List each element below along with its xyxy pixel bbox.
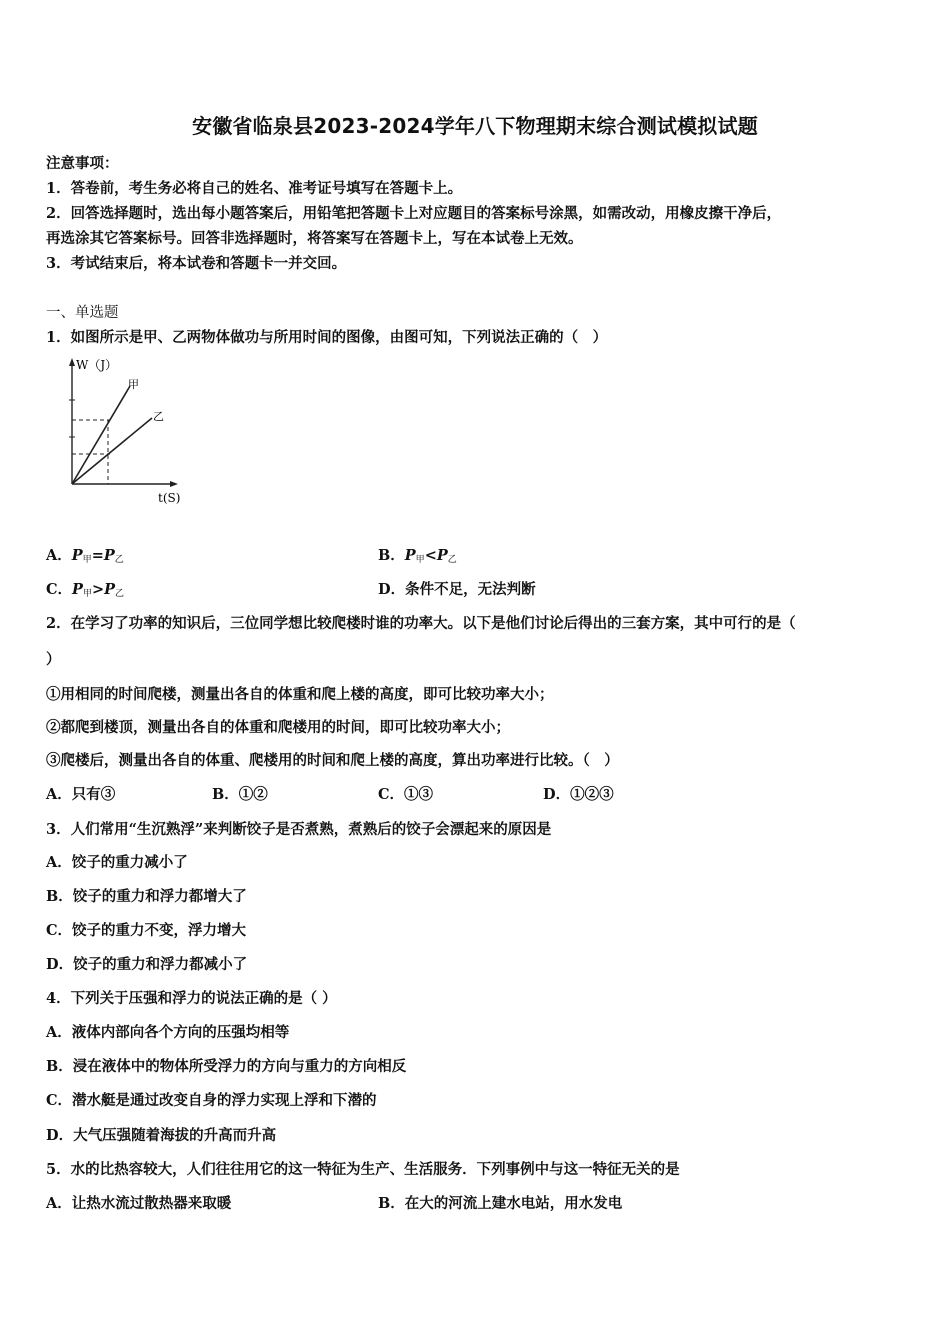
x-axis-arrow bbox=[170, 481, 178, 487]
q3-option: D．饺子的重力和浮力都减小了 bbox=[46, 956, 248, 973]
q3-option: C．饺子的重力不变，浮力增大 bbox=[46, 922, 247, 939]
q2-option-b: B．①② bbox=[212, 786, 268, 803]
q5-option-b: B．在大的河流上建水电站，用水发电 bbox=[378, 1195, 623, 1212]
question-5-stem: 5．水的比热容较大，人们往往用它的这一特征为生产、生活服务．下列事例中与这一特征无关的是 bbox=[46, 1161, 680, 1178]
q5-option-a: A．让热水流过散热器来取暖 bbox=[46, 1195, 232, 1212]
q3-option: B．饺子的重力和浮力都增大了 bbox=[46, 888, 247, 905]
x-axis-label: t(S) bbox=[158, 491, 181, 505]
notice-item: 3．考试结束后，将本试卷和答题卡一并交回。 bbox=[46, 255, 347, 272]
question-2-stem-end: ） bbox=[46, 651, 61, 668]
y-axis-label: W（J） bbox=[76, 358, 118, 372]
line-yi bbox=[72, 418, 152, 484]
question-1-stem: 1．如图所示是甲、乙两物体做功与所用时间的图像，由图可知，下列说法正确的（ ） bbox=[46, 329, 608, 346]
q3-option: A．饺子的重力减小了 bbox=[46, 854, 188, 871]
q2-option-a: A．只有③ bbox=[46, 786, 116, 803]
question-4-stem: 4．下列关于压强和浮力的说法正确的是（ ） bbox=[46, 990, 337, 1007]
y-axis-arrow bbox=[69, 358, 75, 366]
question-2-stem: 2．在学习了功率的知识后，三位同学想比较爬楼时谁的功率大。以下是他们讨论后得出的三套方案，其中可行的是（ bbox=[46, 615, 796, 632]
q2-plan: ②都爬到楼顶，测量出各自的体重和爬楼用的时间，即可比较功率大小； bbox=[46, 719, 510, 736]
notice-item: 再选涂其它答案标号。回答非选择题时，将答案写在答题卡上，写在本试卷上无效。 bbox=[46, 230, 583, 247]
q1-option-c: C．$P_甲>P_乙$ bbox=[46, 581, 125, 599]
line-jia-label: 甲 bbox=[128, 378, 139, 391]
notice-item: 1．答卷前，考生务必将自己的姓名、准考证号填写在答题卡上。 bbox=[46, 180, 463, 197]
notice-heading: 注意事项： bbox=[46, 155, 119, 172]
q1-option-d: D．条件不足，无法判断 bbox=[378, 581, 536, 598]
q4-option: C．潜水艇是通过改变自身的浮力实现上浮和下潜的 bbox=[46, 1092, 377, 1109]
q4-option: A．液体内部向各个方向的压强均相等 bbox=[46, 1024, 290, 1041]
q2-plan: ①用相同的时间爬楼，测量出各自的体重和爬上楼的高度，即可比较功率大小； bbox=[46, 686, 554, 703]
q1-option-b: B．$P_甲<P_乙$ bbox=[378, 547, 457, 565]
page-title: 安徽省临泉县2023-2024学年八下物理期末综合测试模拟试题 bbox=[192, 114, 758, 138]
line-yi-label: 乙 bbox=[153, 410, 164, 423]
q2-option-d: D．①②③ bbox=[543, 786, 614, 803]
line-jia bbox=[72, 386, 130, 484]
notice-item: 2．回答选择题时，选出每小题答案后，用铅笔把答题卡上对应题目的答案标号涂黑，如需改动，用橡皮擦干净后， bbox=[46, 205, 782, 222]
q2-option-c: C．①③ bbox=[378, 786, 434, 803]
q4-option: B．浸在液体中的物体所受浮力的方向与重力的方向相反 bbox=[46, 1058, 407, 1075]
section-heading: 一、单选题 bbox=[46, 305, 119, 321]
q2-plan: ③爬楼后，测量出各自的体重、爬楼用的时间和爬上楼的高度，算出功率进行比较。（ ） bbox=[46, 752, 619, 769]
question-3-stem: 3．人们常用“生沉熟浮”来判断饺子是否煮熟，煮熟后的饺子会漂起来的原因是 bbox=[46, 821, 552, 838]
work-time-graph bbox=[60, 352, 190, 507]
q4-option: D．大气压强随着海拔的升高而升高 bbox=[46, 1127, 277, 1144]
q1-option-a: A．$P_甲=P_乙$ bbox=[46, 547, 124, 565]
